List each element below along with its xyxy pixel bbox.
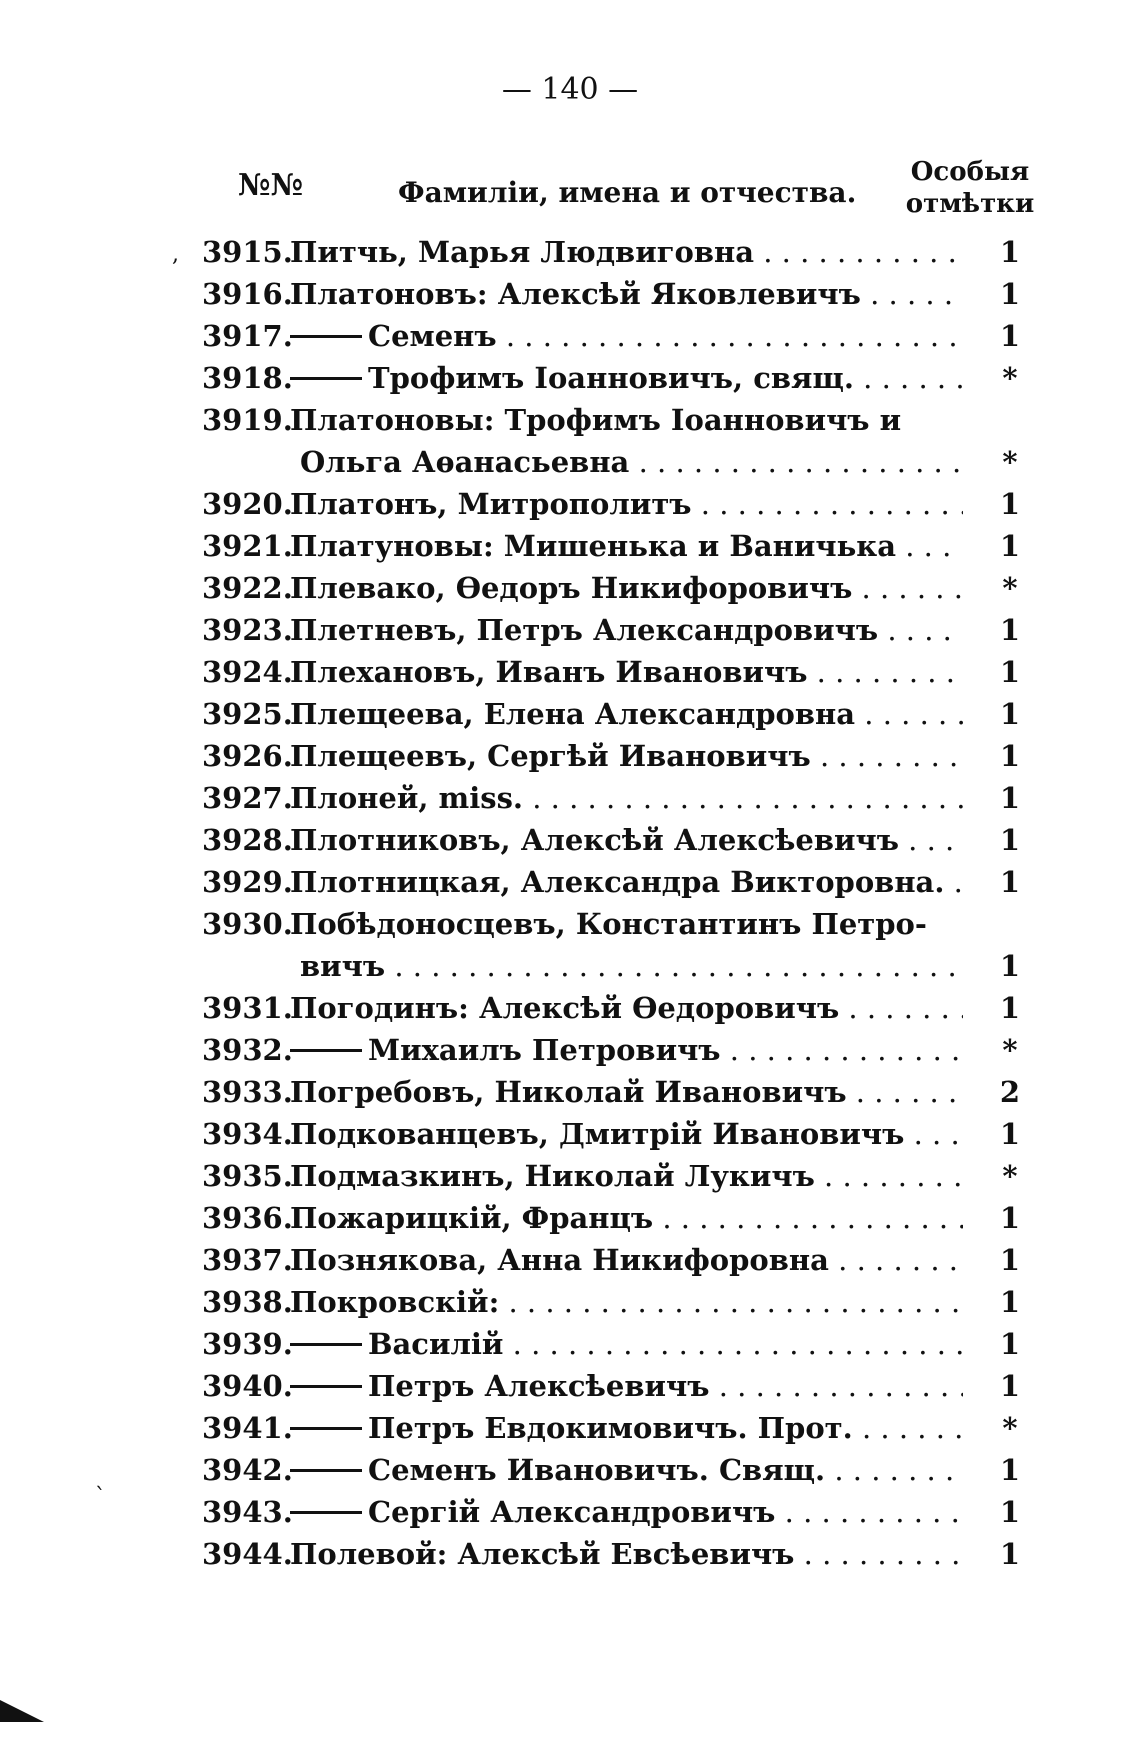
marks-column-header: [905, 156, 1035, 220]
entry-number: 3931.: [202, 991, 293, 1025]
page-corner-shape: [0, 1700, 44, 1722]
list-item: [0, 613, 1140, 655]
entry-number: 3923.: [202, 613, 293, 647]
entry-name: Познякова, Анна Никифоровна . . .: [290, 1243, 963, 1285]
page-number: — 140 —: [501, 72, 639, 107]
list-item: [0, 907, 1140, 991]
entry-number: 3944.: [202, 1537, 293, 1571]
ditto-dash: [290, 1343, 362, 1346]
entry-number: 3915.: [202, 235, 293, 269]
list-item: [0, 403, 1140, 487]
entry-mark: 1: [999, 1117, 1021, 1151]
entry-mark: 1: [999, 949, 1021, 983]
entry-mark: 1: [999, 1537, 1021, 1571]
ditto-dash: [290, 1427, 362, 1430]
entry-number: 3943.: [202, 1495, 293, 1529]
list-item: [0, 1495, 1140, 1537]
list-item: [0, 1285, 1140, 1327]
entry-name: Подмазкинъ, Николай Лукичъ . . .: [290, 1159, 963, 1201]
entry-number: 3930.: [202, 907, 293, 941]
marks-header-line2: отмѣтки: [905, 189, 1035, 219]
entry-mark: 1: [999, 655, 1021, 689]
ditto-dash: [290, 1469, 362, 1472]
entry-number: 3938.: [202, 1285, 293, 1319]
ditto-dash: [290, 335, 362, 338]
list-item: [0, 781, 1140, 823]
entry-name-continuation: Ольга Аѳанасьевна . . .: [300, 445, 963, 487]
entry-number: 3929.: [202, 865, 293, 899]
entry-name: Подкованцевъ, Дмитрiй Ивановичъ . . .: [290, 1117, 963, 1159]
ditto-dash: [290, 1049, 362, 1052]
entry-mark: 1: [999, 277, 1021, 311]
entry-mark: 1: [999, 1327, 1021, 1361]
list-item: [0, 823, 1140, 865]
entry-name: Побѣдоносцевъ, Константинъ Петро-: [290, 907, 927, 941]
entry-number: 3936.: [202, 1201, 293, 1235]
entry-mark: 1: [999, 529, 1021, 563]
list-item: [0, 487, 1140, 529]
entry-name: Плетневъ, Петръ Александровичъ . . .: [290, 613, 963, 655]
entry-mark: *: [1002, 445, 1018, 479]
entry-number: 3939.: [202, 1327, 293, 1361]
entry-mark: 1: [999, 781, 1021, 815]
entry-number: 3916.: [202, 277, 293, 311]
ditto-dash: [290, 1385, 362, 1388]
entry-number: 3937.: [202, 1243, 293, 1277]
list-item: [0, 319, 1140, 361]
entry-list: [0, 235, 1140, 1579]
entry-mark: 1: [999, 991, 1021, 1025]
list-item: [0, 1117, 1140, 1159]
entry-mark: 2: [999, 1075, 1021, 1109]
list-item: [0, 1369, 1140, 1411]
list-item: [0, 277, 1140, 319]
entry-mark: 1: [999, 319, 1021, 353]
list-item: [0, 571, 1140, 613]
list-item: [0, 235, 1140, 277]
entry-number: 3921.: [202, 529, 293, 563]
entry-number: 3925.: [202, 697, 293, 731]
list-item: [0, 865, 1140, 907]
entry-name: Погребовъ, Николай Ивановичъ . . .: [290, 1075, 963, 1117]
entry-mark: *: [1002, 1159, 1018, 1193]
entry-mark: 1: [999, 823, 1021, 857]
entry-name: Покровскiй: . . .: [290, 1285, 963, 1327]
entry-name: Василiй . . .: [290, 1327, 963, 1369]
entry-name: Михаилъ Петровичъ . . .: [290, 1033, 963, 1075]
entry-mark: 1: [999, 1285, 1021, 1319]
entry-number: 3941.: [202, 1411, 293, 1445]
list-item: [0, 1201, 1140, 1243]
entry-name-continuation: вичъ . . .: [300, 949, 963, 991]
list-item: [0, 1327, 1140, 1369]
entry-mark: 1: [999, 865, 1021, 899]
names-column-header: Фамилiи, имена и отчества.: [398, 176, 857, 209]
stray-mark: `: [95, 1485, 106, 1510]
ditto-dash: [290, 377, 362, 380]
entry-number: 3924.: [202, 655, 293, 689]
entry-name: Плотницкая, Александра Викторовна. . . .: [290, 865, 963, 907]
entry-mark: 1: [999, 697, 1021, 731]
entry-number: 3928.: [202, 823, 293, 857]
list-item: [0, 529, 1140, 571]
list-item: [0, 1453, 1140, 1495]
entry-name: Семенъ Ивановичъ. Свящ. . . .: [290, 1453, 963, 1495]
entry-number: 3926.: [202, 739, 293, 773]
number-column-header: №№: [238, 168, 304, 203]
list-item: [0, 1075, 1140, 1117]
entry-name: Платоновъ: Алексѣй Яковлевичъ . . .: [290, 277, 963, 319]
entry-name: Семенъ . . .: [290, 319, 963, 361]
list-item: [0, 991, 1140, 1033]
entry-name: Трофимъ Iоанновичъ, свящ. . . .: [290, 361, 963, 403]
entry-name: Плехановъ, Иванъ Ивановичъ . . .: [290, 655, 963, 697]
entry-name: Платонъ, Митрополитъ . . .: [290, 487, 963, 529]
entry-number: 3942.: [202, 1453, 293, 1487]
entry-mark: 1: [999, 613, 1021, 647]
entry-mark: 1: [999, 739, 1021, 773]
marks-header-line1: Особыя: [910, 157, 1030, 187]
entry-name: Погодинъ: Алексѣй Ѳедоровичъ . . .: [290, 991, 963, 1033]
list-item: [0, 361, 1140, 403]
entry-mark: 1: [999, 1369, 1021, 1403]
entry-number: 3918.: [202, 361, 293, 395]
entry-name: Полевой: Алексѣй Евсѣевичъ . . .: [290, 1537, 963, 1579]
entry-mark: 1: [999, 1453, 1021, 1487]
entry-name: Платоновы: Трофимъ Iоанновичъ и: [290, 403, 902, 437]
entry-name: Плещеева, Елена Александровна . . .: [290, 697, 963, 739]
entry-mark: *: [1002, 361, 1018, 395]
list-item: [0, 1411, 1140, 1453]
entry-number: 3922.: [202, 571, 293, 605]
entry-mark: *: [1002, 571, 1018, 605]
entry-name: Плотниковъ, Алексѣй Алексѣевичъ . . .: [290, 823, 963, 865]
entry-mark: 1: [999, 1201, 1021, 1235]
entry-name: Плоней, miss. . . .: [290, 781, 963, 823]
entry-mark: 1: [999, 487, 1021, 521]
entry-mark: *: [1002, 1411, 1018, 1445]
list-item: [0, 1159, 1140, 1201]
entry-name: Пожарицкiй, Францъ . . .: [290, 1201, 963, 1243]
list-item: [0, 1243, 1140, 1285]
entry-number: 3917.: [202, 319, 293, 353]
list-item: [0, 1537, 1140, 1579]
entry-number: 3932.: [202, 1033, 293, 1067]
entry-name: Петръ Алексѣевичъ . . .: [290, 1369, 963, 1411]
entry-name: Сергiй Александровичъ . . .: [290, 1495, 963, 1537]
entry-name: Плевако, Ѳедоръ Никифоровичъ . . .: [290, 571, 963, 613]
stray-mark: ,: [172, 242, 179, 267]
entry-number: 3934.: [202, 1117, 293, 1151]
entry-number: 3940.: [202, 1369, 293, 1403]
entry-name: Плещеевъ, Сергѣй Ивановичъ . . .: [290, 739, 963, 781]
list-item: [0, 739, 1140, 781]
table-header: [0, 150, 1140, 230]
entry-number: 3920.: [202, 487, 293, 521]
entry-name: Петръ Евдокимовичъ. Прот. . . .: [290, 1411, 963, 1453]
list-item: [0, 1033, 1140, 1075]
entry-name: Питчь, Марья Людвиговна . . .: [290, 235, 963, 277]
entry-mark: 1: [999, 1243, 1021, 1277]
entry-mark: 1: [999, 235, 1021, 269]
entry-name: Платуновы: Мишенька и Ваничька . . .: [290, 529, 963, 571]
list-item: [0, 697, 1140, 739]
ditto-dash: [290, 1511, 362, 1514]
entry-mark: *: [1002, 1033, 1018, 1067]
entry-number: 3935.: [202, 1159, 293, 1193]
entry-mark: 1: [999, 1495, 1021, 1529]
entry-number: 3933.: [202, 1075, 293, 1109]
list-item: [0, 655, 1140, 697]
entry-number: 3927.: [202, 781, 293, 815]
entry-number: 3919.: [202, 403, 293, 437]
